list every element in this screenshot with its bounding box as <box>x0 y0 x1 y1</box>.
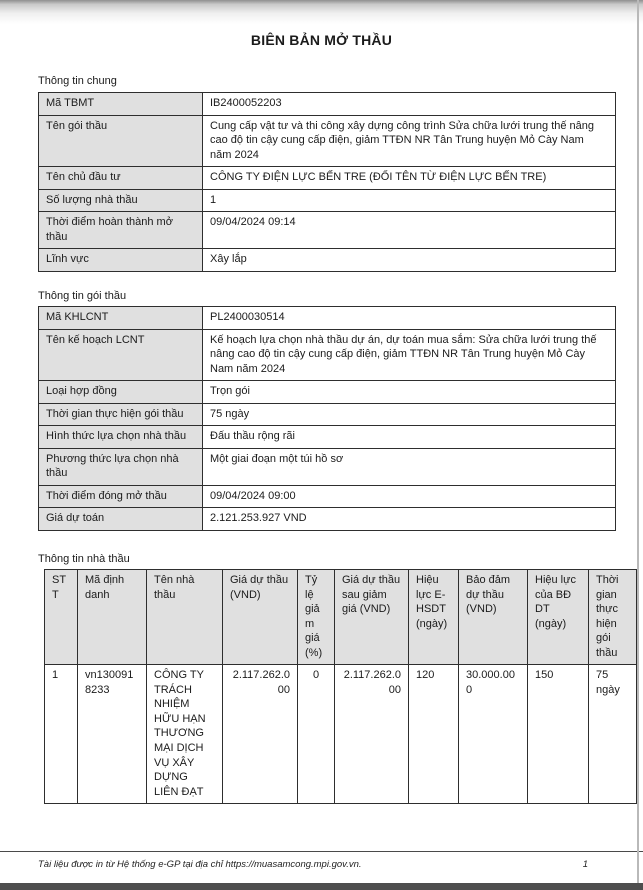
section-package-info <box>38 289 643 531</box>
row-label: Tên gói thầu <box>39 115 203 167</box>
column-header: Bảo đảm dự thầu (VND) <box>459 570 528 665</box>
column-header: Mã định danh <box>78 570 147 665</box>
column-header: Giá dự thầu sau giảm giá (VND) <box>335 570 409 665</box>
contractor-cell: 0 <box>298 665 335 804</box>
document-title: BIÊN BẢN MỞ THẦU <box>250 32 393 48</box>
page-edge-line <box>637 0 639 883</box>
row-value: 09/04/2024 09:14 <box>203 212 616 249</box>
row-value: 09/04/2024 09:00 <box>203 485 616 508</box>
package-info-table <box>38 306 616 531</box>
row-value: Cung cấp vật tư và thi công xây dựng công trình Sửa chữa lưới trung thế nâng cao độ tin cậy cung cấp điện, giảm TTĐN NR Tân Trung huyện Mỏ Cày Nam năm 2024 <box>203 115 616 167</box>
contractor-table <box>44 569 637 804</box>
row-label: Mã KHLCNT <box>39 307 203 330</box>
contractor-cell: 1 <box>45 665 78 804</box>
contractor-cell: CÔNG TY TRÁCH NHIỆM HỮU HẠN THƯƠNG MẠI DỊCH VỤ XÂY DỰNG LIÊN ĐẠT <box>147 665 223 804</box>
contractor-cell: 150 <box>528 665 589 804</box>
info-row <box>39 115 616 167</box>
contractor-cell: 2.117.262.000 <box>223 665 298 804</box>
column-header: Thời gian thực hiện gói thầu <box>589 570 637 665</box>
viewer-bottom-bar <box>0 883 643 890</box>
info-row <box>39 426 616 449</box>
info-row <box>39 485 616 508</box>
contractor-header-row <box>45 570 637 665</box>
column-header: Tỷ lệ giảm giá (%) <box>298 570 335 665</box>
row-label: Số lượng nhà thầu <box>39 189 203 212</box>
row-value: Đấu thầu rộng rãi <box>203 426 616 449</box>
row-label: Loại hợp đồng <box>39 381 203 404</box>
top-shadow <box>0 0 643 24</box>
column-header: Hiệu lực E-HSDT (ngày) <box>409 570 459 665</box>
document-body <box>0 74 643 804</box>
row-value: 75 ngày <box>203 403 616 426</box>
row-label: Tên kế hoạch LCNT <box>39 329 203 381</box>
column-header: STT <box>45 570 78 665</box>
row-value: Kế hoạch lựa chọn nhà thầu dự án, dự toán mua sắm: Sửa chữa lưới trung thế nâng cao độ tin cậy cung cấp điện, giảm TTĐN NR Tân Trung huyện Mỏ Cày Nam năm 2024 <box>203 329 616 381</box>
contractor-cell: 2.117.262.000 <box>335 665 409 804</box>
info-row <box>39 381 616 404</box>
row-label: Mã TBMT <box>39 92 203 115</box>
contractor-cell: vn1300918233 <box>78 665 147 804</box>
row-label: Thời gian thực hiện gói thầu <box>39 403 203 426</box>
row-value: Xây lắp <box>203 249 616 272</box>
page-number: 1 <box>582 859 588 871</box>
row-label: Lĩnh vực <box>39 249 203 272</box>
row-value: 2.121.253.927 VND <box>203 508 616 531</box>
contractor-cell: 120 <box>409 665 459 804</box>
contractor-cell: 30.000.000 <box>459 665 528 804</box>
info-row <box>39 212 616 249</box>
info-row <box>39 448 616 485</box>
contractor-row <box>45 665 637 804</box>
row-label: Thời điểm đóng mở thầu <box>39 485 203 508</box>
row-value: Trọn gói <box>203 381 616 404</box>
info-row <box>39 329 616 381</box>
column-header: Tên nhà thầu <box>147 570 223 665</box>
info-row <box>39 508 616 531</box>
section-heading-general: Thông tin chung <box>38 75 117 88</box>
row-label: Giá dự toán <box>39 508 203 531</box>
section-heading-package: Thông tin gói thầu <box>38 289 127 302</box>
row-value: IB2400052203 <box>203 92 616 115</box>
info-row <box>39 403 616 426</box>
row-label: Hình thức lựa chọn nhà thầu <box>39 426 203 449</box>
section-heading-contractors: Thông tin nhà thầu <box>38 552 130 565</box>
general-info-table <box>38 92 616 272</box>
info-row <box>39 189 616 212</box>
row-value: PL2400030514 <box>203 307 616 330</box>
info-row <box>39 167 616 190</box>
info-row <box>39 249 616 272</box>
row-label: Phương thức lựa chọn nhà thầu <box>39 448 203 485</box>
info-row <box>39 92 616 115</box>
footer-note: Tài liệu được in từ Hệ thống e-GP tại địa chỉ https://muasamcong.mpi.gov.vn. <box>38 859 362 871</box>
row-label: Tên chủ đầu tư <box>39 167 203 190</box>
row-label: Thời điểm hoàn thành mở thầu <box>39 212 203 249</box>
column-header: Giá dự thầu (VND) <box>223 570 298 665</box>
page-footer <box>0 851 643 883</box>
row-value: CÔNG TY ĐIỆN LỰC BẾN TRE (ĐỔI TÊN TỪ ĐIỆN LỰC BẾN TRE) <box>203 167 616 190</box>
contractor-cell: 75 ngày <box>589 665 637 804</box>
column-header: Hiệu lực của BĐ DT (ngày) <box>528 570 589 665</box>
row-value: 1 <box>203 189 616 212</box>
section-general-info <box>38 74 643 271</box>
info-row <box>39 307 616 330</box>
row-value: Một giai đoạn một túi hồ sơ <box>203 448 616 485</box>
section-contractor-info <box>38 552 643 804</box>
